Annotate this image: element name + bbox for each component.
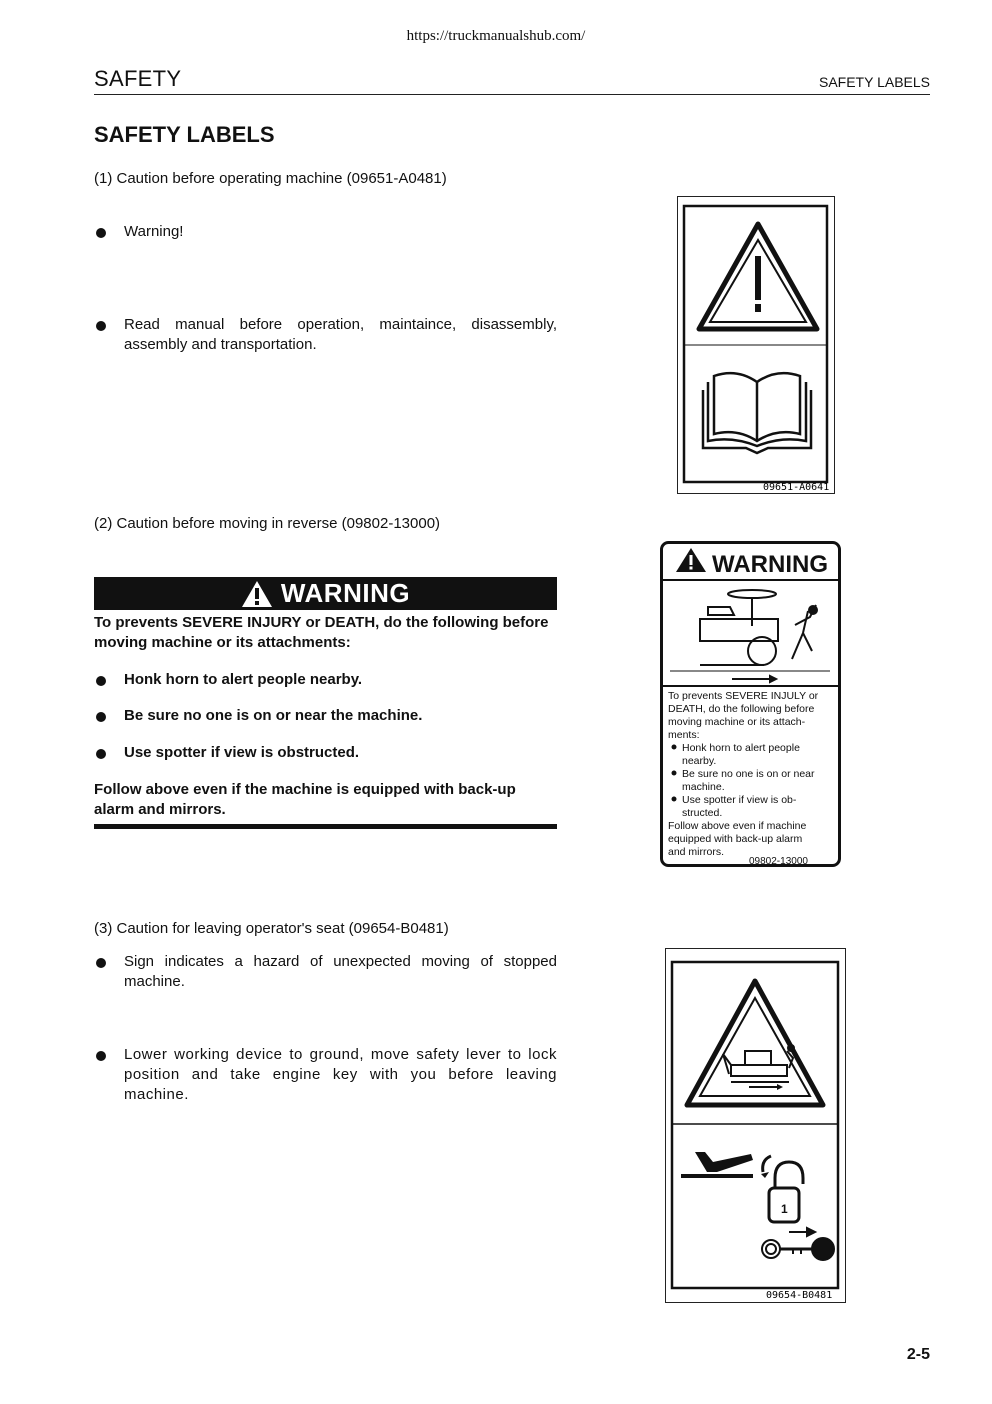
warning-banner xyxy=(94,577,557,610)
decal-bullet: Honk horn to alert people xyxy=(682,742,800,754)
label3-code: 09654-B0481 xyxy=(766,1290,833,1301)
label3-bullet-1 xyxy=(94,952,557,992)
label2-decal xyxy=(660,541,841,867)
decal-footer-line: and mirrors. xyxy=(668,846,725,858)
bullet-dot-icon xyxy=(96,749,106,759)
bullet-text: Be sure no one is on or near the machine. xyxy=(124,707,423,724)
bullet-dot-icon xyxy=(96,1051,106,1061)
label2-bullet-1 xyxy=(94,670,557,690)
decal-bullet: nearby. xyxy=(682,755,717,767)
label3-decal xyxy=(665,948,846,1303)
label2-caption: (2) Caution before moving in reverse (09802-13000) xyxy=(94,515,441,532)
label3-bullet-2 xyxy=(94,1045,557,1105)
warning-word: WARNING xyxy=(280,578,411,608)
decal-heading: WARNING xyxy=(712,551,828,578)
warning-triangle-icon xyxy=(241,580,273,608)
label1-decal xyxy=(677,196,835,494)
bullet-dot-icon xyxy=(96,712,106,722)
decal-line: moving machine or its attach- xyxy=(668,716,806,728)
warning-end-rule xyxy=(94,824,557,829)
decal-bullet: Use spotter if view is ob- xyxy=(682,794,797,806)
bullet-dot-icon xyxy=(96,321,106,331)
page-number: 2-5 xyxy=(906,1346,930,1363)
page-title: SAFETY LABELS xyxy=(94,122,275,147)
header-rule xyxy=(94,94,930,95)
decal-footer-line: equipped with back-up alarm xyxy=(668,833,803,845)
label2-bullet-3 xyxy=(94,743,557,763)
label2-bullet-2 xyxy=(94,706,557,726)
label1-bullet-2 xyxy=(94,315,557,355)
bullet-text: Warning! xyxy=(124,223,184,240)
bullet-text: Lower working device to ground, move safety lever to lock position and take engine key with you before leaving machine. xyxy=(124,1046,557,1103)
decal-bullet: machine. xyxy=(682,781,725,793)
decal-bullet: structed. xyxy=(682,807,723,819)
decal-footer-line: Follow above even if machine xyxy=(668,820,807,832)
bullet-text: Read manual before operation, maintaince, disassembly, assembly and transportation. xyxy=(124,316,557,353)
bullet-text: Honk horn to alert people nearby. xyxy=(124,671,363,688)
decal-line: ments: xyxy=(668,729,700,741)
label2-footer: Follow above even if the machine is equipped with back-up alarm and mirrors. xyxy=(94,781,516,818)
svg-text:1: 1 xyxy=(781,1202,788,1216)
decal-bullet: Be sure no one is on or near xyxy=(682,768,815,780)
decal-line: To prevents SEVERE INJULY or xyxy=(668,690,819,702)
header-section: SAFETY xyxy=(94,66,182,91)
bullet-text: Use spotter if view is obstructed. xyxy=(124,744,360,761)
bullet-text: Sign indicates a hazard of unexpected moving of stopped machine. xyxy=(124,953,557,990)
source-url[interactable]: https://truckmanualshub.com/ xyxy=(406,28,586,44)
header-right: SAFETY LABELS xyxy=(818,74,930,90)
label1-bullet-1 xyxy=(94,222,557,242)
label1-code: 09651-A0641 xyxy=(763,482,830,493)
bullet-dot-icon xyxy=(96,676,106,686)
decal-line: DEATH, do the following before xyxy=(668,703,815,715)
label2-code: 09802-13000 xyxy=(749,856,808,867)
bullet-dot-icon xyxy=(96,958,106,968)
label3-caption: (3) Caution for leaving operator's seat (09654-B0481) xyxy=(94,920,449,937)
label1-caption: (1) Caution before operating machine (09651-A0481) xyxy=(94,170,447,187)
bullet-dot-icon xyxy=(96,228,106,238)
label2-intro: To prevents SEVERE INJURY or DEATH, do the following before moving machine or its attachments: xyxy=(94,614,549,651)
